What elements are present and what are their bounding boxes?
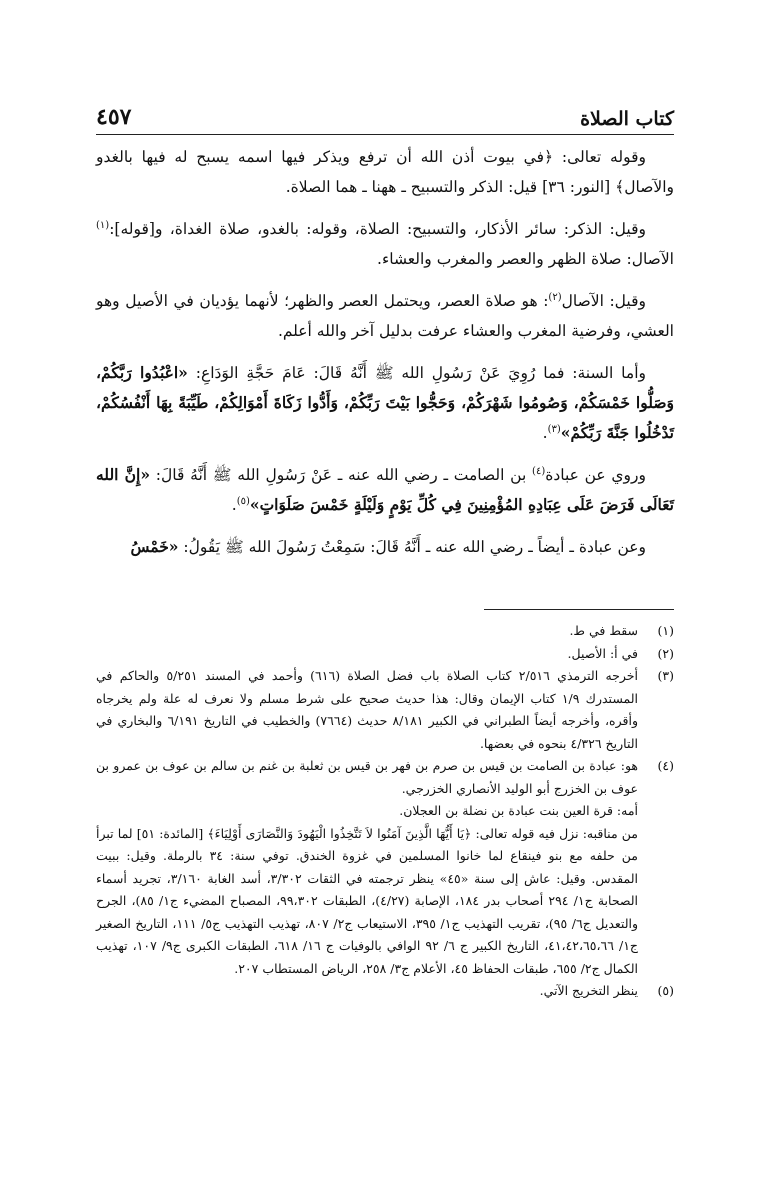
paragraph-5-lead: وروي عن عبادة <box>545 466 646 484</box>
page-header <box>96 96 674 130</box>
footnote-number: (١) <box>657 623 674 638</box>
page-number: ٤٥٧ <box>96 104 132 130</box>
footnote-3 <box>96 665 674 755</box>
footnote-1 <box>96 620 674 643</box>
paragraph-2-continuation: الآصال: صلاة الظهر والعصر والمغرب والعشاء. <box>377 250 674 268</box>
paragraph-2 <box>96 214 674 274</box>
header-rule <box>96 134 674 135</box>
footnote-line: ينظر التخريج الآتي. <box>539 983 638 998</box>
footnote-5 <box>96 980 674 1003</box>
paragraph-4-lead: وأما السنة: فما رُوِيَ عَنْ رَسُولِ الله ﷺ أَنَّهُ قَالَ: عَامَ حَجَّةِ الوَدَاعِ: <box>187 364 647 382</box>
footnote-ref-5[interactable]: (٥) <box>236 495 250 507</box>
footnote-ref-1[interactable]: (١) <box>96 219 110 231</box>
paragraph-5-mid: بن الصامت ـ رضي الله عنه ـ عَنْ رَسُولِ الله ﷺ أَنَّهُ قَالَ: <box>150 466 533 484</box>
footnote-ref-3[interactable]: (٣) <box>547 423 561 435</box>
hadith-text-2: «إِنَّ الله تَعَالَى فَرَضَ عَلَى عِبَادِهِ المُؤْمِنِينَ فِي كُلِّ يَوْمٍ وَلَيْلَةٍ خَمْسَ صَلَوَاتٍ» <box>96 465 674 514</box>
paragraph-6-lead: وعن عبادة ـ أيضاً ـ رضي الله عنه ـ أَنَّهُ قَالَ: سَمِعْتُ رَسُولَ الله ﷺ يَقُولُ: <box>178 538 646 556</box>
footnote-separator <box>484 609 674 610</box>
footnote-line: أخرجه الترمذي ٢/٥١٦ كتاب الصلاة باب فضل الصلاة (٦١٦) وأحمد في المسند ٥/٢٥١ والحاكم في المستدرك ١/٩ كتاب الإيمان وقال: هذا حديث صحيح على شرط مسلم ولا نعرف له علة ولم يخرجاه وأقره، وأخرجه أيضاً الطبراني في الكبير ٨/١٨١ حديث (٧٦٦٤) والخطيب في التاريخ ٦/١٩١ والبخاري في التاريخ ٤/٣٢٦ بنحوه في بعضها. <box>96 668 638 751</box>
footnotes <box>96 620 674 1003</box>
footnote-text <box>96 643 638 666</box>
footnote-text <box>96 620 638 643</box>
footnote-text <box>96 980 638 1003</box>
paragraph-5-end: . <box>231 496 237 514</box>
footnote-ref-4[interactable]: (٤) <box>532 465 546 477</box>
footnote-line: سقط في ط. <box>569 623 638 638</box>
main-text <box>96 142 674 574</box>
footnote-line: من مناقبه: نزل فيه قوله تعالى: ﴿يَا أَيُّهَا الَّذِينَ آمَنُوا لاَ تَتَّخِذُوا الْيَهُودَ وَالنَّصَارَى أَوْلِيَاءَ﴾ [المائدة: ٥١] لما تبرأ من حلفه مع بنو فينقاع لما خانوا المسلمين في غزوة الخندق. توفي سنة: ٣٤ بالرملة. وقيل: ببيت المقدس. وقيل: عاش إلى سنة «٤٥» ينظر ترجمته في الثقات ٣/٣٠٢، أسد الغابة ٣/١٦٠، تجريد أسماء الصحابة ج١/ ٢٩٤ أصحاب بدر ١٨٤، الإصابة (٤/٢٧)، الطبقات ٩٩،٣٠٢، المصباح المضيء ج١/ ٨٥)، الجرح والتعديل ج٦/ ٩٥)، تقريب التهذيب ج١/ ٣٩٥، الاستيعاب ج٢/ ٨٠٧، تهذيب التهذيب ج٥/ ١١١، التاريخ الصغير ج١/ ٤١،٤٢،٦٥،٦٦، التاريخ الكبير ج ٦/ ٩٢ الوافي بالوفيات ج ١٦/ ٦١٨، الطبقات الكبرى ج٩/ ١٠٧، تهذيب الكمال ج٢/ ٦٥٥، طبقات الحفاظ ٤٥، الأعلام ج٣/ ٢٥٨، الرياض المستطاب ٢٠٧. <box>96 825 639 976</box>
footnote-line: أمه: قرة العين بنت عبادة بن نضلة بن العجلان. <box>399 803 638 818</box>
footnote-text <box>96 755 638 980</box>
paragraph-3-lead: وقيل: الآصال <box>561 292 646 310</box>
paragraph-6 <box>96 532 674 562</box>
footnote-number: (٥) <box>657 983 674 998</box>
paragraph-2-text: وقيل: الذكر: سائر الأذكار، والتسبيح: الصلاة، وقوله: بالغدو، صلاة الغداة، و[قوله]: <box>109 220 646 238</box>
footnote-line: هو: عبادة بن الصامت بن قيس بن صرم بن فهر بن قيس بن ثعلبة بن غنم بن سالم بن عوف بن عمرو بن عوف بن الخزرج أبو الوليد الأنصاري الخزرجي. <box>96 758 638 796</box>
hadith-text-1: «اعْبُدُوا رَبَّكُمْ، وَصَلُّوا خَمْسَكُمْ، وَصُومُوا شَهْرَكُمْ، وَحَجُّوا بَيْتَ رَبِّكُمْ، وَأَدُّوا زَكَاةَ أَمْوَالِكُمْ، طَيِّبَةً بِهَا أَنْفُسُكُمْ، تَدْخُلُوا جَنَّةَ رَبِّكُمْ» <box>96 363 674 442</box>
paragraph-4 <box>96 358 674 448</box>
paragraph-1 <box>96 142 674 202</box>
paragraph-3 <box>96 286 674 346</box>
footnote-number: (٤) <box>657 758 674 773</box>
footnote-4 <box>96 755 674 980</box>
footnote-2 <box>96 643 674 666</box>
footnote-number: (٢) <box>657 645 674 661</box>
hadith-text-3: «خَمْسُ <box>130 537 179 556</box>
paragraph-3-continuation: : هو صلاة العصر، ويحتمل العصر والظهر؛ لأنهما يؤديان في الأصيل وهو العشي، وفرضية المغرب والعشاء عرفت بدليل آخر والله أعلم. <box>96 292 674 340</box>
paragraph-1-text: وقوله تعالى: ﴿في بيوت أذن الله أن ترفع ويذكر فيها اسمه يسبح له فيها بالغدو والآصال﴾ [النور: ٣٦] قيل: الذكر والتسبيح ـ ههنا ـ هما الصلاة. <box>96 148 674 196</box>
paragraph-5 <box>96 460 674 520</box>
paragraph-4-end: . <box>542 424 548 442</box>
footnote-ref-2[interactable]: (٢) <box>548 291 562 303</box>
running-title: كتاب الصلاة <box>580 108 674 130</box>
footnote-line: في أ: الأصيل. <box>567 645 638 661</box>
footnote-text <box>96 665 638 755</box>
footnote-number: (٣) <box>657 668 674 683</box>
